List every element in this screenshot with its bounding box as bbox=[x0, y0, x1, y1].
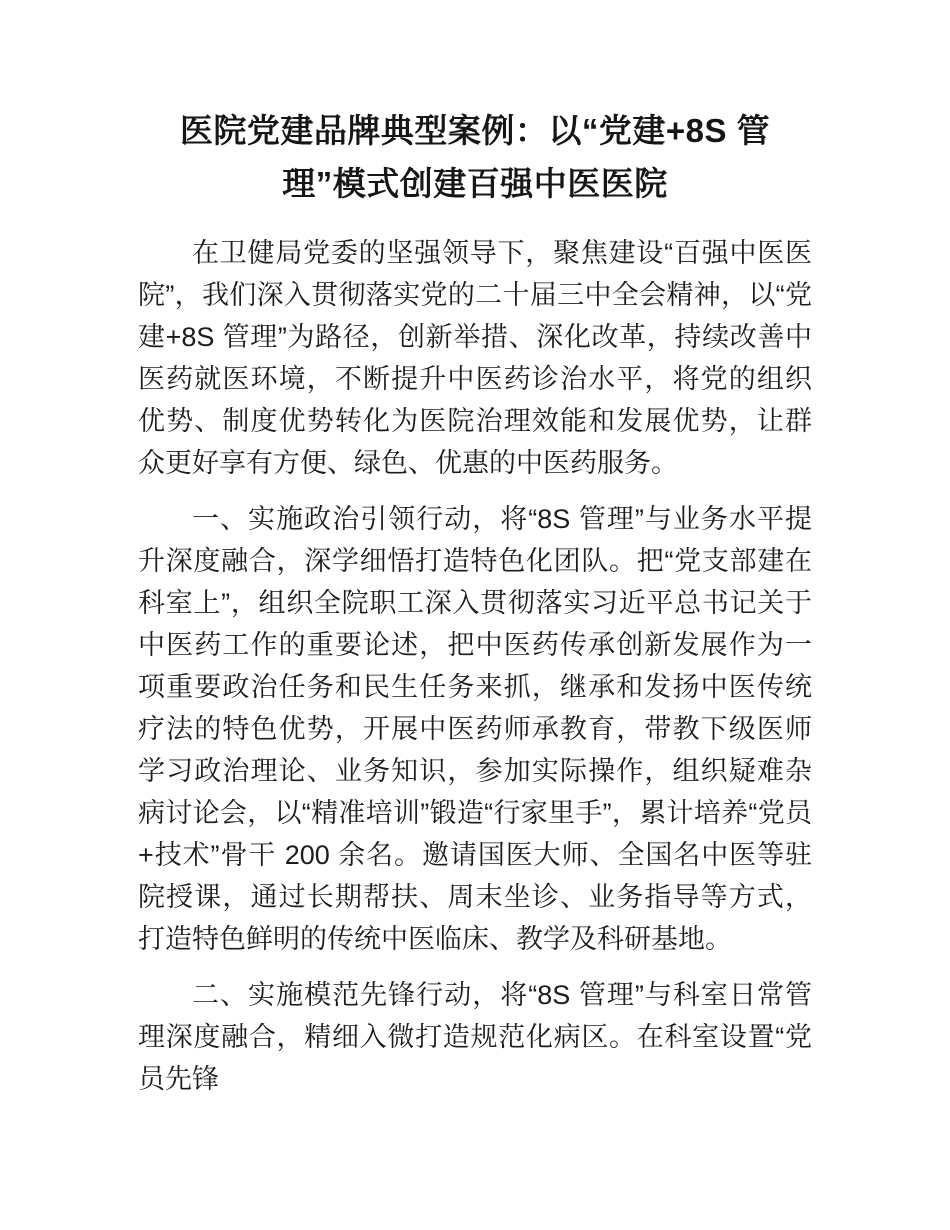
document-title: 医院党建品牌典型案例：以“党建+8S 管理”模式创建百强中医医院 bbox=[179, 112, 771, 202]
paragraph-section-one: 一、实施政治引领行动，将“8S 管理”与业务水平提升深度融合，深学细悟打造特色化团队。把“党支部建在科室上”，组织全院职工深入贯彻落实习近平总书记关于中医药工作的重要论述，把中医药传承创新发展作为一项重要政治任务和民生任务来抓，继承和发扬中医传统疗法的特色优势，开展中医药师承教育，带教下级医师学习政治理论、业务知识，参加实际操作，组织疑难杂病讨论会，以“精准培训”锻造“行家里手”，累计培养“党员+技术”骨干 200 余名。邀请国医大师、全国名中医等驻院授课，通过长期帮扶、周末坐诊、业务指导等方式，打造特色鲜明的传统中医临床、教学及科研基地。 bbox=[138, 504, 812, 954]
paragraph-section-two: 二、实施模范先锋行动，将“8S 管理”与科室日常管理深度融合，精细入微打造规范化病区。在科室设置“党员先锋 bbox=[138, 980, 812, 1094]
paragraph-intro: 在卫健局党委的坚强领导下，聚焦建设“百强中医医院”，我们深入贯彻落实党的二十届三中全会精神，以“党建+8S 管理”为路径，创新举措、深化改革，持续改善中医药就医环境，不断提升中医药诊治水平，将党的组织优势、制度优势转化为医院治理效能和发展优势，让群众更好享有方便、绿色、优惠的中医药服务。 bbox=[138, 238, 812, 478]
